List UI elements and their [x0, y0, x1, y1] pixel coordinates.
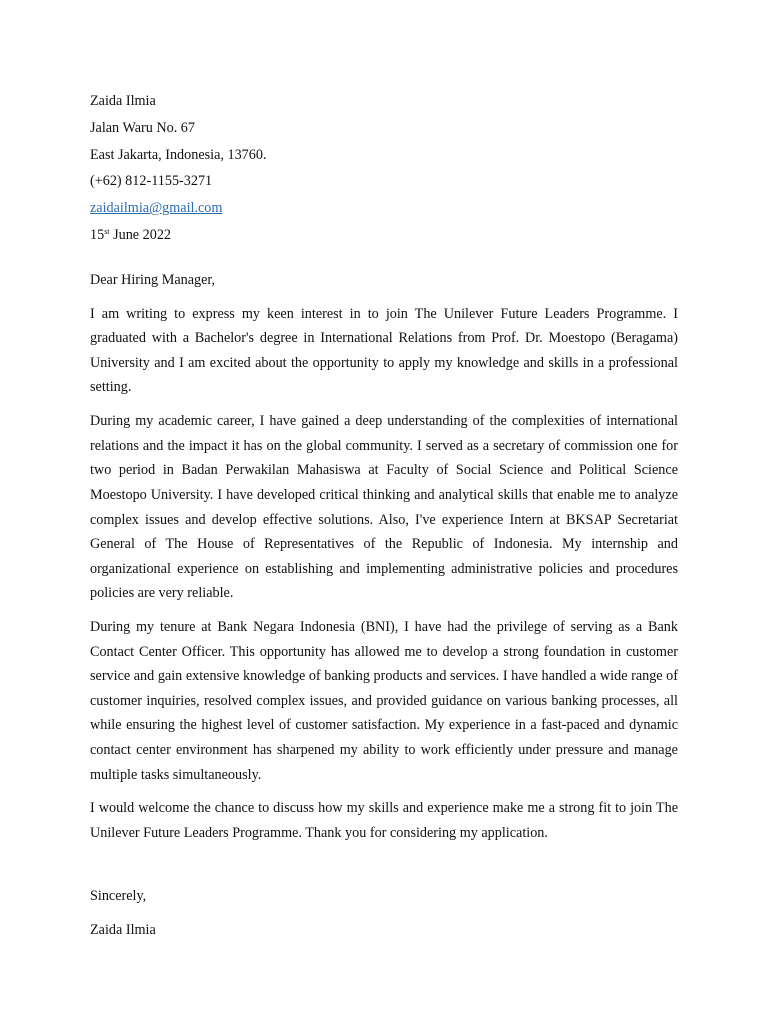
body-paragraph-4: I would welcome the chance to discuss how my skills and experience make me a strong fit to join The Unilever Future Leaders Programme. Thank you for considering my application. — [90, 800, 678, 841]
signature-name: Zaida Ilmia — [90, 922, 156, 939]
body-paragraph-3: During my tenure at Bank Negara Indonesia (BNI), I have had the privilege of serving as a Bank Contact Center Officer. This opportunity has allowed me to develop a strong foundation in customer service and gain extensive knowledge of banking products and services. I have handled a wide range of customer inquiries, resolved complex issues, and provided guidance on various banking processes, all while ensuring the highest level of customer satisfaction. My experience in a fast-paced and dynamic contact center environment has sharpened my ability to work efficiently under pressure and manage multiple tasks simultaneously. — [90, 619, 678, 783]
sender-block — [90, 88, 678, 249]
letter-date — [90, 222, 678, 249]
sender-email-line — [90, 195, 678, 222]
body-paragraph-1: I am writing to express my keen interest in to join The Unilever Future Leaders Programme. I graduated with a Bachelor's degree in International Relations from Prof. Dr. Moestopo (Beragama) University and I am excited about the opportunity to apply my knowledge and skills in a professional setting. — [90, 305, 678, 396]
sender-phone: (+62) 812-1155-3271 — [90, 173, 213, 190]
sender-name: Zaida Ilmia — [90, 93, 156, 109]
body-paragraph-2: During my academic career, I have gained a deep understanding of the complexities of international relations and the impact it has on the global community. I served as a secretary of commission one for two period in Badan Perwakilan Mahasiswa at Faculty of Social Science and Political Science Moestopo University. I have developed critical thinking and analytical skills that enable me to analyze complex issues and develop effective solutions. Also, I've experience Intern at BKSAP Secretariat General of The House of Representatives of the Republic of Indonesia. My internship and organizational experience on establishing and implementing administrative policies and procedures policies are very reliable. — [90, 413, 678, 602]
date-suffix: st — [104, 226, 110, 236]
sender-address-line2: East Jakarta, Indonesia, 13760. — [90, 146, 267, 163]
letter-page — [90, 88, 678, 943]
closing: Sincerely, — [90, 887, 147, 904]
sender-address-line1: Jalan Waru No. 67 — [90, 119, 195, 136]
salutation: Dear Hiring Manager, — [90, 271, 216, 288]
date-day: 15 — [90, 226, 105, 243]
sender-email-link[interactable]: zaidailmia@gmail.com — [90, 200, 223, 217]
date-month-year: June 2022 — [109, 226, 172, 243]
